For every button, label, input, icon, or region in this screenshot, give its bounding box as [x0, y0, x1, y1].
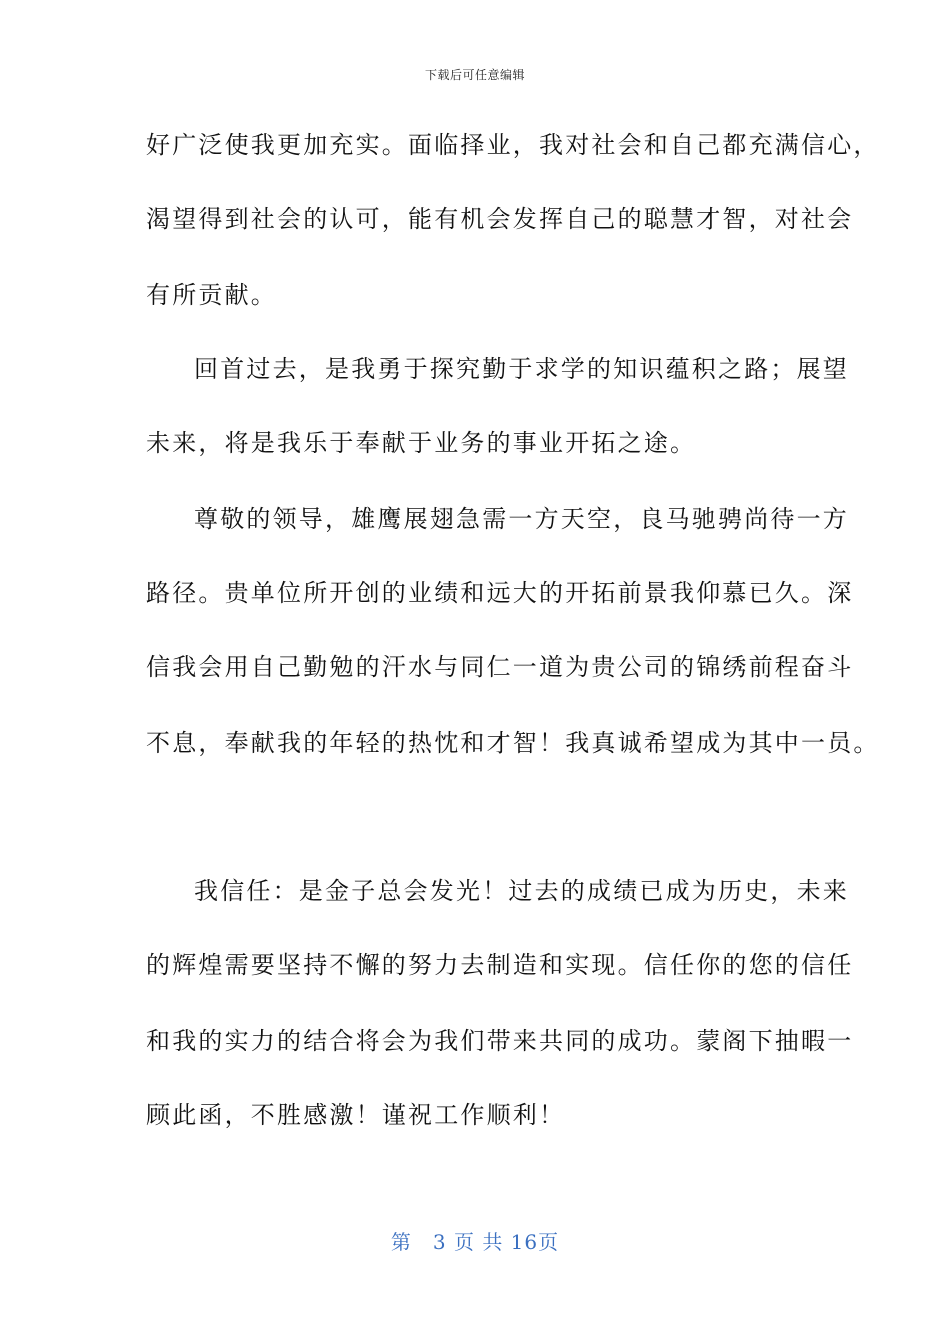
body-line: 的辉煌需要坚持不懈的努力去制造和实现。信任你的您的信任 — [146, 951, 854, 979]
body-line-paragraph-start: 我信任：是金子总会发光！过去的成绩已成为历史，未来 — [194, 877, 849, 905]
body-line: 有所贡献。 — [146, 281, 277, 309]
body-line: 路径。贵单位所开创的业绩和远大的开拓前景我仰慕已久。深 — [146, 579, 854, 607]
body-line: 顾此函，不胜感激！谨祝工作顺利！ — [146, 1101, 566, 1129]
body-line-paragraph-start: 回首过去，是我勇于探究勤于求学的知识蕴积之路；展望 — [194, 355, 849, 383]
body-line: 和我的实力的结合将会为我们带来共同的成功。蒙阁下抽暇一 — [146, 1027, 854, 1055]
body-line: 渴望得到社会的认可，能有机会发挥自己的聪慧才智，对社会 — [146, 205, 854, 233]
page-header-note: 下载后可任意编辑 — [424, 68, 525, 82]
body-line: 未来，将是我乐于奉献于业务的事业开拓之途。 — [146, 429, 697, 457]
body-line-paragraph-start: 尊敬的领导，雄鹰展翅急需一方天空，良马驰骋尚待一方 — [194, 505, 849, 533]
page-number-footer: 第 3 页 共 16页 — [390, 1230, 560, 1254]
body-line: 不息，奉献我的年轻的热忱和才智！我真诚希望成为其中一员。 — [146, 729, 880, 757]
body-line: 信我会用自己勤勉的汗水与同仁一道为贵公司的锦绣前程奋斗 — [146, 653, 854, 681]
body-line: 好广泛使我更加充实。面临择业，我对社会和自己都充满信心， — [146, 131, 880, 159]
